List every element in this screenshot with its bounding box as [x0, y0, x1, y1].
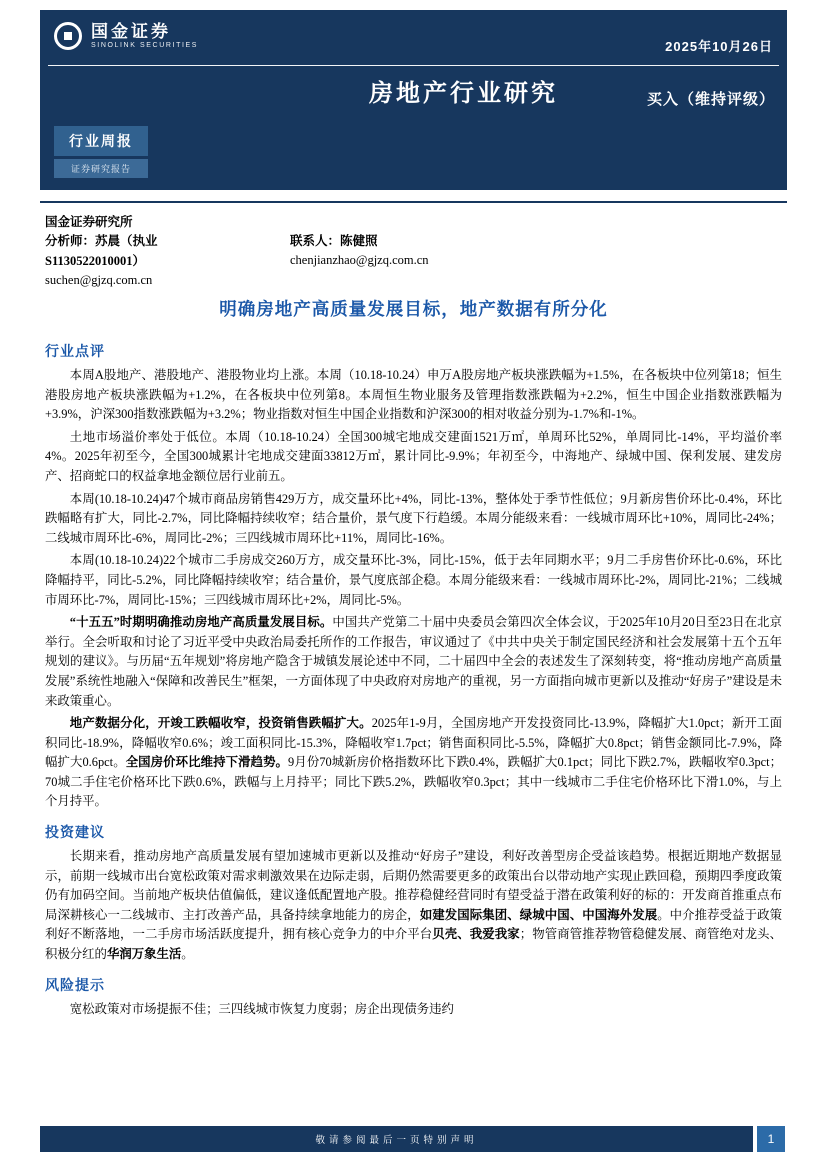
contact-email: chenjianzhao@gjzq.com.cn	[290, 253, 429, 268]
rating-badge: 买入（维持评级）	[646, 91, 775, 108]
sinolink-logo	[54, 22, 198, 50]
investment-paragraph	[45, 847, 782, 965]
analyst-info	[45, 213, 782, 291]
sinolink-logo-icon	[54, 22, 82, 50]
section-heading-risk-warning: 风险提示	[45, 976, 105, 993]
industry-paragraph-4	[45, 551, 782, 610]
report-date: 2025年10月26日	[665, 39, 773, 54]
report-body	[45, 296, 782, 1022]
risk-paragraph	[45, 1000, 782, 1020]
analyst-license: S1130522010001）	[45, 253, 146, 268]
text-segment: ；物管商管推荐物管稳健发展、商管绝对龙头、积极分红的	[45, 927, 783, 962]
text-segment: 华润万象生活	[106, 947, 182, 962]
text-segment: 本周A股地产、港股地产、港股物业均上涨。本周（10.18-10.24）申万A股房地产板块涨跌幅为+1.5%，在各板块中位列第18；恒生港股房地产板块涨跌幅为+1.2%，在各板块中位列第8。本周恒生物业服务及管理指数涨跌幅为+2.2%，恒生中国企业指数涨跌幅为+3.9%，沪深300指数涨跌幅为+3.2%；物业指数对恒生中国企业指数和沪深300的相对收益分别为-1.7%和-1%。	[45, 368, 782, 422]
text-segment: 贝壳、我爱我家	[432, 927, 520, 942]
footer-disclaimer: 敬请参阅最后一页特别声明	[40, 1126, 753, 1152]
analyst-name: 分析师：苏晨（执业	[45, 234, 158, 249]
text-segment: 9月份70城新房价格指数环比下跌0.4%，跌幅扩大0.1pct；同比下跌2.7%，跌幅收窄0.3pct；70城二手住宅价格环比下跌0.6%，跌幅与上月持平；同比下跌5.2%，跌幅收窄0.3pct；其中一线城市二手住宅价格环比下滑1.0%，与上个月持平。	[45, 755, 782, 809]
industry-paragraph-5	[45, 613, 782, 711]
report-type-badge: 行业周报	[54, 126, 148, 156]
brand-text	[91, 22, 198, 50]
contact-name: 联系人：陈健照	[290, 234, 378, 248]
text-segment: 宽松政策对市场提振不佳；三四线城市恢复力度弱；房企出现债务违约	[69, 1001, 454, 1016]
text-segment: 2025年1-9月，全国房地产开发投资同比-13.9%，降幅扩大1.0pct；新开工面积同比-18.9%，降幅收窄0.6%；竣工面积同比-15.3%，降幅收窄1.7pct；销售面积同比-5.5%，降幅扩大0.8pct；销售金额同比-7.9%，降幅扩大0.6pct。	[45, 716, 783, 770]
analyst-column	[45, 213, 290, 291]
analyst-email: suchen@gjzq.com.cn	[45, 273, 153, 288]
text-segment: 。	[181, 947, 194, 962]
section-heading-industry-comment: 行业点评	[45, 343, 105, 359]
header-top-row	[48, 10, 779, 66]
text-segment: 本周(10.18-10.24)22个城市二手房成交260万方，成交量环比-3%，同比-15%，低于去年同期水平；9月二手房售价环比-0.6%，环比降幅持平，同比-5.2%，同比降幅持续收窄；结合量价，景气度底部企稳。本周分能级来看：一线城市周环比-2%，周同比-21%；二线城市周环比-7%，周同比-15%；三四线城市周环比+2%，周同比-5%。	[45, 553, 782, 607]
text-segment: 。中介推荐受益于政策利好不断落地，一二手房市场活跃度提升，拥有核心竞争力的中介平台	[45, 907, 783, 942]
header-title-row	[40, 66, 787, 118]
header-badges	[40, 126, 787, 178]
report-category-label: 证券研究报告	[54, 159, 148, 178]
industry-paragraph-3	[45, 490, 782, 549]
section-heading-investment-advice: 投资建议	[45, 824, 105, 841]
industry-paragraph-6	[45, 714, 782, 812]
brand-subtitle: SINOLINK SECURITIES	[91, 41, 199, 49]
text-segment: “十五五”时期明确推动房地产高质量发展目标。	[69, 615, 333, 630]
text-segment: 地产数据分化，开竣工跌幅收窄，投资销售跌幅扩大。	[69, 716, 372, 731]
brand-name: 国金证券	[91, 22, 171, 42]
text-segment: 中国共产党第二十届中央委员会第四次全体会议，于2025年10月20日至23日在北京举行。全会听取和讨论了习近平受中央政治局委托所作的工作报告，审议通过了《中共中央关于制定国民经济和社会发展第十五个五年规划的建议》。与历届“五年规划”将房地产隐含于城镇发展论述中不同，二十届四中全会的表述发生了深刻转变，将“推动房地产高质量发展”系统性地融入“保障和改善民生”框架，一方面体现了中央政府对房地产的重视，另一方面指向城市更新以及推动“好房子”建设是未来政策重心。	[45, 615, 783, 708]
text-segment: 全国房价环比维持下滑趋势。	[125, 755, 289, 770]
document-title: 明确房地产高质量发展目标，地产数据有所分化	[219, 299, 608, 319]
text-segment: 长期来看，推动房地产高质量发展有望加速城市更新以及推动“好房子”建设，利好改善型房企受益该趋势。根据近期地产数据显示，前期一线城市出台宽松政策对需求刺激效果在边际走弱，后期仍然需要更多的政策出台以带动地产实现止跌回稳，预期四季度政策仍有加码空间。当前地产板块估值偏低，建议逢低配置地产股。推荐稳健经营同时有望受益于潜在政策利好的标的：开发商首推重点布局深耕核心一二线城市、主打改善产品，具备持续拿地能力的房企，	[45, 849, 782, 922]
institute-name: 国金证券研究所	[45, 215, 133, 229]
text-segment: 如建发国际集团、绿城中国、中国海外发展	[419, 907, 658, 922]
industry-paragraph-2	[45, 428, 782, 487]
text-segment: 土地市场溢价率处于低位。本周（10.18-10.24）全国300城宅地成交建面1521万㎡，单周环比52%，单周同比-14%，平均溢价率4%。2025年初至今，全国300城累计宅地成交建面33812万㎡，累计同比-9.9%；年初至今，中海地产、绿城中国、保利发展、建发房产、招商蛇口的权益拿地金额位居行业前五。	[45, 429, 782, 483]
report-header	[40, 10, 787, 190]
contact-column	[290, 232, 429, 291]
text-segment: 本周(10.18-10.24)47个城市商品房销售429万方，成交量环比+4%，同比-13%，整体处于季节性低位；9月新房售价环比-0.4%，环比跌幅略有扩大，同比-2.7%，同比降幅持续收窄；结合量价，景气度下行趋缓。本周分能级来看：一线城市周环比+10%，周同比-24%；二线城市周环比-6%，周同比-2%；三四线城市周环比+11%，周同比-16%。	[45, 491, 782, 545]
page-number: 1	[757, 1126, 785, 1152]
header-divider	[40, 201, 787, 203]
report-series-title: 房地产行业研究	[369, 80, 558, 107]
industry-paragraph-1	[45, 366, 782, 425]
